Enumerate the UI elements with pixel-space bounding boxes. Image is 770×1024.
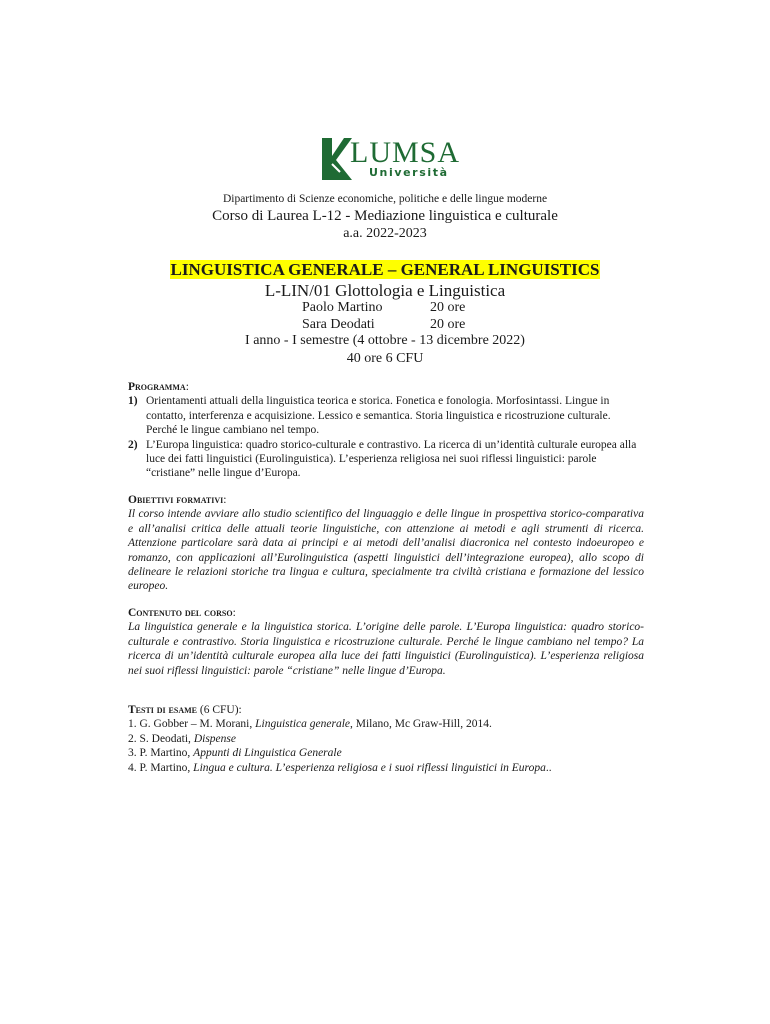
programma-heading: Programma <box>128 381 186 393</box>
list-item <box>128 394 644 437</box>
semester-line: I anno - I semestre (4 ottobre - 13 dicembre 2022) <box>245 333 525 348</box>
bib-author: 1. G. Gobber – M. Morani, <box>128 718 256 731</box>
course-title <box>0 260 770 280</box>
bib-title: Appunti di Linguistica Generale <box>193 747 342 760</box>
logo-name: LUMSA <box>350 136 461 169</box>
contenuto-section: Contenuto del corso: La linguistica generale e la linguistica storica. L’origine delle parole. L’Europa linguistica: quadro storico-culturale e contrastivo. Storia linguistica e ricostruzione culturale. Perché le lingue cambiano nel tempo? La ricerca di un’identità culturale europea alla luce dei fatti linguistici (Eurolinguistica). L’esperienza religiosa nei suoi riflessi linguistici: parole “cristiane” nelle lingue d’Europa. <box>128 607 644 677</box>
item-number: 2) <box>128 438 138 451</box>
bib-title: Lingua e cultura. L’esperienza religiosa e i suoi riflessi linguistici in Europa <box>193 761 546 774</box>
course-line: Corso di Laurea L-12 - Mediazione linguistica e culturale <box>212 208 558 224</box>
course-title-text: LINGUISTICA GENERALE – GENERAL LINGUISTICS <box>170 260 600 279</box>
bibliography-item <box>128 717 644 731</box>
lumsa-logo <box>322 136 461 182</box>
testi-heading: Testi di esame <box>128 704 197 716</box>
bib-author: 3. P. Martino, <box>128 747 194 760</box>
testi-heading-suffix: (6 CFU): <box>197 704 242 716</box>
list-item <box>128 438 644 481</box>
programma-section: Programma: 1) Orientamenti attuali della linguistica teorica e storica. Fonetica e fonologia. Morfosintassi. Lingue in contatto, interferenza e acquisizione. Lessico e semantica. Storia linguistica e ricostruzione culturale. Perché le lingue cambiano nel tempo. 2) L’Europa linguistica: quadro storico-culturale e contrastivo. La ricerca di un’identità culturale europea alla luce dei fatti linguistici (Eurolinguistica). L’esperienza religiosa nei suoi riflessi linguistici: parole “cristiane” nelle lingue d’Europa. <box>128 380 644 481</box>
contenuto-text: La linguistica generale e la linguistica storica. L’origine delle parole. L’Europa linguistica: quadro storico-culturale e contrastivo. Storia linguistica e ricostruzione culturale. Perché le lingue cambiano nel tempo? La ricerca di un’identità culturale europea alla luce dei fatti linguistici (Eurolinguistica). L’esperienza religiosa nei suoi riflessi linguistici: parole “cristiane” nelle lingue d’Europa. <box>128 621 644 677</box>
bib-author: 4. P. Martino, <box>128 761 194 774</box>
bib-details: , Milano, Mc Graw-Hill, 2014. <box>350 718 492 731</box>
bibliography-item <box>128 746 644 760</box>
contenuto-heading: Contenuto del corso <box>128 607 233 619</box>
teacher-name: Sara Deodati <box>302 317 375 332</box>
bibliography-item <box>128 732 644 746</box>
bib-title: Dispense <box>193 732 236 745</box>
item-text: Orientamenti attuali della linguistica teorica e storica. Fonetica e fonologia. Morfosintassi. Lingue in contatto, interferenza e acquisizione. Lessico e semantica. Storia linguistica e ricostruzione culturale. Perché le lingue cambiano nel tempo. <box>146 395 611 437</box>
logo-subtitle: Università <box>369 166 449 179</box>
obiettivi-text: Il corso intende avviare allo studio scientifico del linguaggio e delle lingue in prospettiva storico-comparativa e all’analisi critica delle attuali teorie linguistiche, con attenzione ai metodi e agli strumenti di ricerca. Attenzione particolare sarà data ai principi e ai metodi dell’analisi diacronica nel contesto indoeuropeo e romanzo, con applicazioni all’Eurolinguistica (aspetti linguistici dell’integrazione europea), allo scopo di delineare le relazioni storiche tra lingua e cultura, specialmente tra civiltà cristiana e formazione del lessico europeo. <box>128 508 644 593</box>
obiettivi-section: Obiettivi formativi: Il corso intende avviare allo studio scientifico del linguaggio e delle lingue in prospettiva storico-comparativa e all’analisi critica delle attuali teorie linguistiche, con attenzione ai metodi e agli strumenti di ricerca. Attenzione particolare sarà data ai principi e ai metodi dell’analisi diacronica nel contesto indoeuropeo e romanzo, con applicazioni all’Eurolinguistica (aspetti linguistici dell’integrazione europea), allo scopo di delineare le relazioni storiche tra lingua e cultura, specialmente tra civiltà cristiana e formazione del lessico europeo. <box>128 494 644 593</box>
bibliography-item <box>128 761 644 775</box>
bib-title: Linguistica generale <box>255 718 350 731</box>
ssd-line: L-LIN/01 Glottologia e Linguistica <box>264 281 506 300</box>
teacher-hours: 20 ore <box>430 317 466 332</box>
credits-line: 40 ore 6 CFU <box>346 351 424 366</box>
teacher-name: Paolo Martino <box>302 300 383 315</box>
bib-details: .. <box>545 761 552 774</box>
obiettivi-heading: Obiettivi formativi <box>128 494 224 506</box>
department-line: Dipartimento di Scienze economiche, politiche e delle lingue moderne <box>222 193 548 205</box>
item-number: 1) <box>128 395 138 408</box>
academic-year: a.a. 2022-2023 <box>343 226 427 241</box>
item-text: L’Europa linguistica: quadro storico-culturale e contrastivo. La ricerca di un’identità culturale europea alla luce dei fatti linguistici (Eurolinguistica). L’esperienza religiosa nei suoi riflessi linguistici: parole “cristiane” nelle lingue d’Europa. <box>146 438 637 480</box>
testi-section <box>128 703 644 775</box>
teacher-hours: 20 ore <box>430 300 466 315</box>
bib-author: 2. S. Deodati, <box>128 732 194 745</box>
